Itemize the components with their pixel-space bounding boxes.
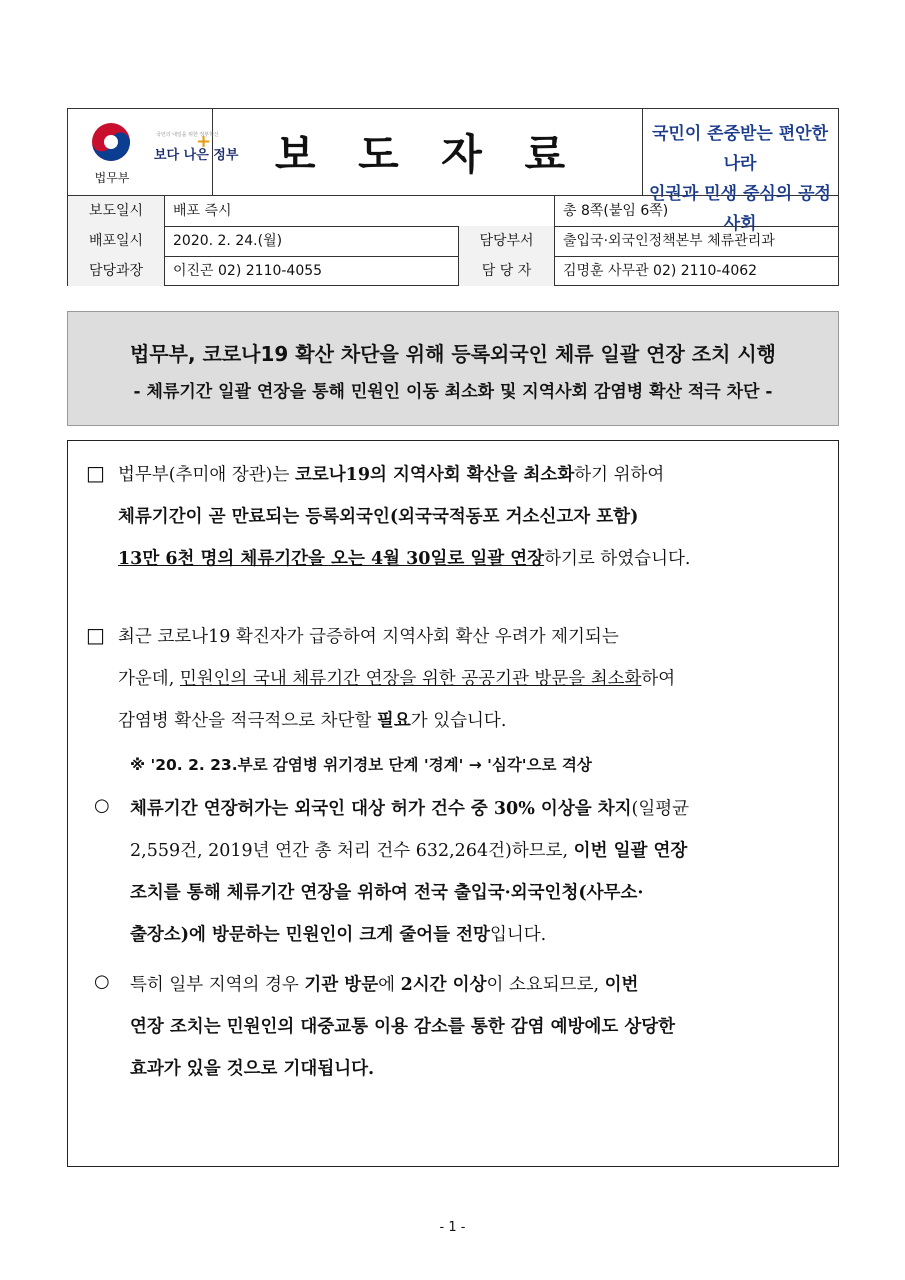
distribution-date-label: 배포일시 (68, 226, 165, 256)
text-bold: 이번 일괄 연장 (573, 841, 688, 861)
p1-line-3 (118, 545, 690, 570)
pages-value: 총 8쪽(붙임 6쪽) (563, 203, 669, 219)
circle-bullet: ○ (94, 971, 110, 992)
document-title: 보 도 자 료 (274, 130, 580, 179)
release-date-row (68, 196, 838, 227)
p1-line-2: 체류기간이 곧 만료되는 등록외국인(외국국적동포 거소신고자 포함) (118, 507, 639, 527)
slogan-line-1: 국민이 존중받는 편안한 나라 (651, 124, 829, 174)
headline-box (67, 311, 839, 426)
p3-line-4 (130, 921, 546, 946)
headline-sub: - 체류기간 일괄 연장을 통해 민원인 이동 최소화 및 지역사회 감염병 확산 적극 차단 - (133, 382, 773, 402)
text-bold: 2시간 이상 (400, 975, 487, 995)
government-emblem-icon (90, 121, 132, 163)
square-bullet: □ (86, 461, 105, 485)
text: 입니다. (489, 925, 547, 945)
text-bold-underline: 13만 6천 명의 체류기간을 오는 4월 30일로 일괄 연장 (118, 549, 545, 569)
alert-level-note: ※ '20. 2. 23.부로 감염병 위기경보 단계 '경계' → '심각'으로 격상 (130, 756, 592, 774)
text: (일평균 (631, 799, 690, 819)
department-value: 출입국·외국인정책본부 체류관리과 (563, 233, 775, 249)
manager-row (68, 256, 838, 286)
text: 하기로 하였습니다. (544, 549, 691, 569)
department-label: 담당부서 (459, 226, 555, 256)
p4-line-3: 효과가 있을 것으로 기대됩니다. (130, 1059, 375, 1079)
headline-main: 법무부, 코로나19 확산 차단을 위해 등록외국인 체류 일괄 연장 조치 시행 (129, 342, 777, 366)
release-date-value: 배포 즉시 (165, 196, 555, 226)
text: 2,559건, 2019년 연간 총 처리 건수 632,264건)하므로, (130, 841, 574, 861)
text: 가 있습니다. (410, 711, 507, 731)
text-bold: 기관 방문 (304, 975, 379, 995)
better-government-logo (152, 131, 239, 175)
press-release-header (67, 108, 839, 286)
p3-line-2 (130, 837, 687, 862)
p3-line-1 (130, 795, 689, 820)
text: 되므로, (542, 975, 605, 995)
manager-value: 이진곤 02) 2110-4055 (165, 256, 459, 286)
text-bold: 이번 (604, 975, 639, 995)
p4-line-1 (130, 971, 638, 996)
p1-line-1 (118, 461, 664, 486)
title-cell (212, 109, 643, 195)
plus-icon: + (196, 131, 212, 152)
circle-bullet: ○ (94, 795, 110, 816)
text: 하기 위하여 (574, 465, 665, 485)
logo-cell (68, 109, 239, 195)
text-bold: 체류기간 연장허가는 외국인 대상 허가 건수 중 30% 이상을 차지 (130, 799, 632, 819)
square-bullet: □ (86, 623, 105, 647)
text-bold: 출장소)에 방문하는 민원인이 크게 줄어들 전망 (130, 925, 490, 945)
text: 감염병 확산을 적극적으로 차단할 (118, 711, 377, 731)
release-date-label: 보도일시 (68, 196, 165, 226)
text-underline: 민원인의 국내 체류기간 연장을 위한 공공기관 방문을 최소화 (179, 669, 642, 689)
distribution-date-row (68, 226, 838, 257)
text: 법무부(추미애 장관)는 (118, 465, 295, 485)
body-box (67, 440, 839, 1167)
text-bold: 필요 (376, 711, 411, 731)
distribution-date-value: 2020. 2. 24.(월) (165, 226, 459, 256)
text: 에 (378, 975, 401, 995)
text: 하여 (641, 669, 676, 689)
p4-line-2: 연장 조치는 민원인의 대중교통 이용 감소를 통한 감염 예방에도 상당한 (130, 1017, 676, 1037)
text: 이 소요 (486, 975, 543, 995)
text-bold: 코로나19의 지역사회 확산을 최소화 (294, 465, 575, 485)
p2-line-3 (118, 707, 506, 732)
text: 특히 일부 지역의 경우 (130, 975, 305, 995)
manager-label: 담당과장 (68, 256, 165, 286)
contact-value: 김명훈 사무관 02) 2110-4062 (563, 263, 758, 279)
p2-line-1: 최근 코로나19 확진자가 급증하여 지역사회 확산 우려가 제기되는 (118, 627, 619, 647)
better-government-text: 보다 나은 정부 (154, 148, 239, 163)
page-number: - 1 - (439, 1220, 466, 1235)
better-government-tagline: 국민의 내일을 위한 정부혁신 (156, 132, 219, 138)
slogan-line-2: 인권과 민생 중심의 공정사회 (649, 184, 831, 234)
contact-label: 담 당 자 (459, 256, 555, 286)
p2-line-2 (118, 665, 675, 690)
org-name: 법무부 (94, 171, 130, 185)
text: 가운데, (118, 669, 180, 689)
p3-line-3: 조치를 통해 체류기간 연장을 위하여 전국 출입국·외국인청(사무소· (130, 883, 644, 903)
